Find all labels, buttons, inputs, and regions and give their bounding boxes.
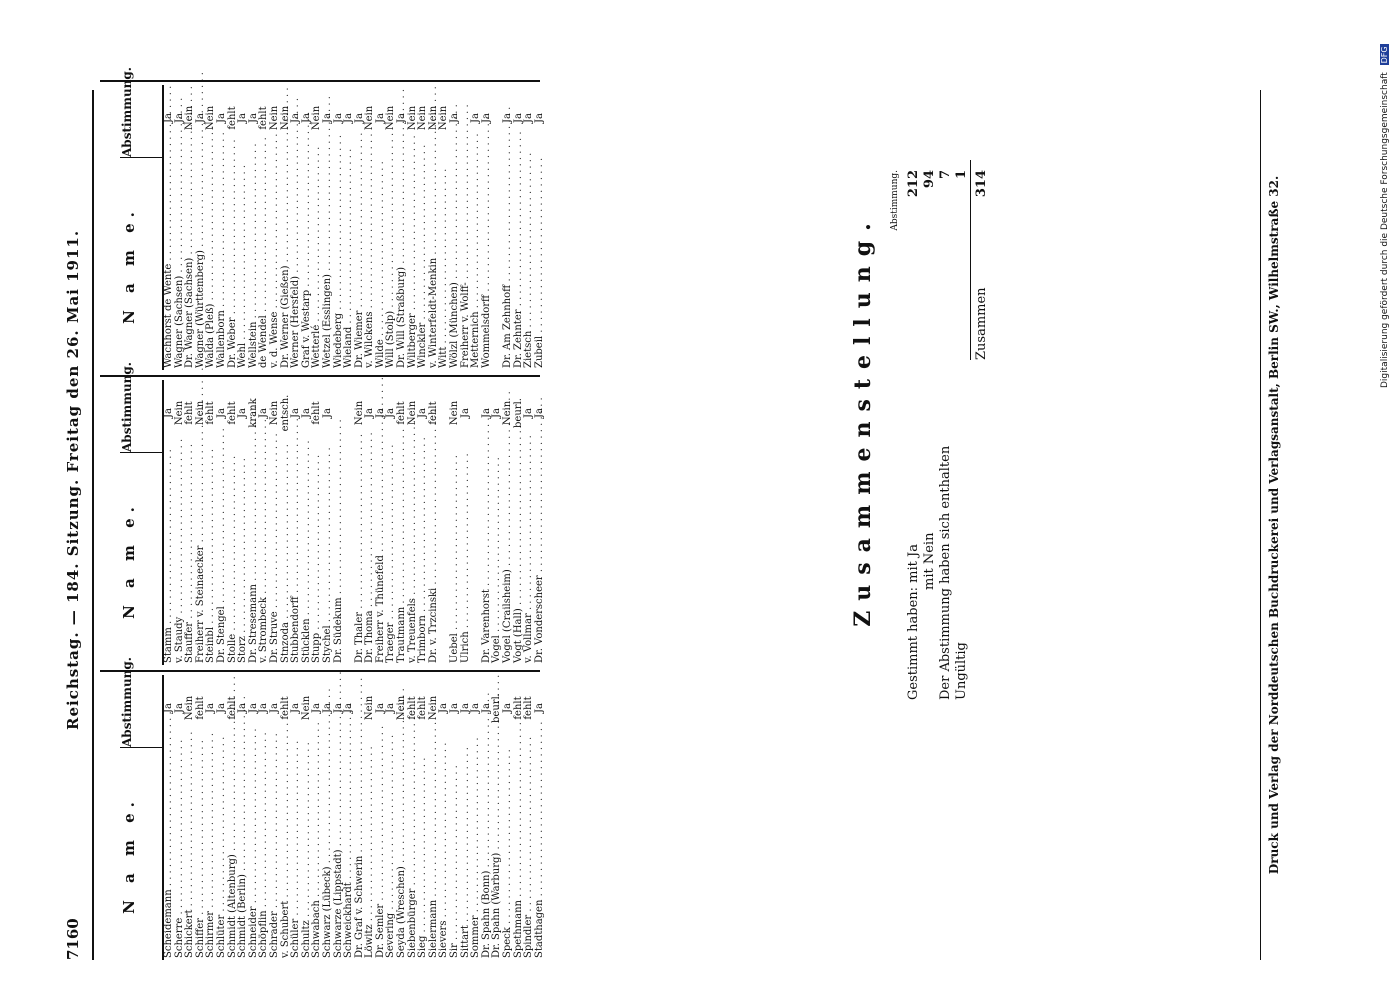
vote-value: Ja — [533, 703, 545, 713]
vote-value: Ja — [438, 703, 450, 713]
vote-header: Abstimmung. — [120, 84, 162, 158]
vote-value: Ja — [268, 703, 280, 713]
vote-value: Ja — [385, 408, 397, 418]
member-name: v. Treuenfels . . . — [408, 458, 419, 663]
member-name: Metternich . . . — [471, 163, 482, 368]
member-name: Werner (Hersfeld) . . . — [291, 163, 302, 368]
vote-value: entsch. — [279, 394, 291, 432]
member-name: Vogel . . . — [492, 458, 503, 663]
vote-value: beurl. — [512, 398, 524, 428]
member-name: Schirmer . . . — [206, 753, 217, 958]
member-name: v. Strombeck . . . — [259, 458, 270, 663]
member-name: Schneider . . . — [249, 753, 260, 958]
member-name: Schwarze (Lippstadt) . . . — [334, 753, 345, 958]
table-row — [217, 380, 228, 665]
summary-label: Der Abstimmung haben sich enthalten — [938, 445, 953, 700]
member-name: Schüler . . . — [291, 753, 302, 958]
vote-value: Nein — [173, 400, 185, 426]
summary-value: 7 — [938, 170, 953, 180]
member-name: Sir . . . — [450, 753, 461, 958]
table-row — [482, 85, 493, 370]
vote-value: Nein — [364, 105, 376, 131]
member-name: Dr. Spahn (Warburg) . . . — [492, 753, 503, 958]
member-name: Dr. Graf v. Schwerin . . . — [355, 753, 366, 958]
vote-value: Ja — [247, 703, 259, 713]
member-name: Dr. Zehnter . . . — [514, 163, 525, 368]
member-name: Will (Stolp) . . . — [386, 163, 397, 368]
member-name: v. Schubert . . . — [281, 753, 292, 958]
vote-value: Nein — [300, 695, 312, 721]
vote-value: Ja — [512, 113, 524, 123]
table-row — [503, 675, 514, 960]
vote-value: Ja — [523, 113, 535, 123]
table-row — [270, 380, 281, 665]
member-name: Trautmann . . . — [397, 458, 408, 663]
vote-header: Abstimmung. — [120, 674, 162, 748]
table-row — [334, 380, 345, 665]
vote-value: Ja — [353, 113, 365, 123]
member-name: Löwitz . . . — [365, 753, 376, 958]
vote-value: Nein — [268, 400, 280, 426]
summary-value: 94 — [922, 170, 937, 189]
vote-value: Ja — [417, 408, 429, 418]
vote-value: Ja — [290, 408, 302, 418]
column-header — [100, 362, 164, 665]
member-name: Freiherr v. Steinaecker . . . — [196, 458, 207, 663]
name-header: N a m e. — [120, 206, 138, 324]
member-name: Freiherr v. Wolff- . . . — [461, 163, 472, 368]
vote-value: Nein — [385, 105, 397, 131]
vote-value: Ja — [491, 408, 503, 418]
vote-value: Ja — [215, 703, 227, 713]
member-name: Dr. Wiemer . . . — [355, 163, 366, 368]
member-name: Wallenborn . . . — [217, 163, 228, 368]
member-name: Dr. Spahn (Bonn) . . . — [482, 753, 493, 958]
member-name: Stubbendorff . . . — [291, 458, 302, 663]
member-name: Dr. Weber . . . — [228, 163, 239, 368]
vote-value: Ja — [205, 703, 217, 713]
summary-value: 212 — [906, 170, 921, 198]
member-name: Wetzel (Esslingen) . . . — [323, 163, 334, 368]
member-name: Steinbl . . . — [206, 458, 217, 663]
running-title: Reichstag. — 184. Sitzung. Freitag den 26. Mai 1911. — [64, 229, 82, 730]
member-name: Sielermann . . . — [429, 753, 440, 958]
summary-label: Gestimmt haben: mit Ja — [906, 544, 921, 700]
member-name: Wellstein . . . — [249, 163, 260, 368]
table-row — [270, 675, 281, 960]
table-row — [503, 380, 514, 665]
member-name: Wagner (Sachsen) . . . — [175, 163, 186, 368]
member-name: Stadthagen . . . — [535, 753, 546, 958]
member-name: Stücklen . . . — [302, 458, 313, 663]
summary-row — [922, 140, 938, 700]
name-header: N a m e. — [120, 501, 138, 619]
vote-value: Ja — [311, 703, 323, 713]
vote-value: Ja — [163, 703, 174, 713]
member-name: Dr. Semler . . . — [376, 753, 387, 958]
member-name: Stauffer . . . — [185, 458, 196, 663]
rotated-sheet — [60, 0, 1300, 1000]
member-name: v. Wilckens . . . — [365, 163, 376, 368]
vote-value: fehlt — [226, 401, 238, 425]
member-name: Speck . . . — [503, 753, 514, 958]
member-name: Schwarz (Lübeck) . . . — [323, 753, 334, 958]
header-rule — [92, 90, 94, 960]
vote-value: Ja — [321, 408, 333, 418]
column-header — [100, 67, 164, 370]
member-name: Schrader . . . — [270, 753, 281, 958]
member-name: Scherre . . . — [175, 753, 186, 958]
member-name: Schwabach . . . — [312, 753, 323, 958]
vote-value: Ja — [480, 408, 492, 418]
table-row — [217, 85, 228, 370]
table-row — [429, 380, 440, 665]
member-name: Dr. Wagner (Sachsen) . . . — [185, 163, 196, 368]
vote-value: fehlt — [226, 696, 238, 720]
table-row — [217, 675, 228, 960]
member-name: Sommer . . . — [471, 753, 482, 958]
table-row — [323, 85, 334, 370]
vote-value: Nein — [268, 105, 280, 131]
vote-value: Nein — [184, 105, 196, 131]
member-name: Siebenbürger . . . — [408, 753, 419, 958]
vote-value: fehlt — [184, 401, 196, 425]
member-name: Wilde . . . — [376, 163, 387, 368]
member-name: Stnzoda . . . — [281, 458, 292, 663]
name-header: N a m e. — [120, 796, 138, 914]
vote-value: Nein — [427, 105, 439, 131]
member-name: Walda (Pleß) . . . — [206, 163, 217, 368]
vote-value: Nein — [406, 105, 418, 131]
member-name: Schmidt (Altenburg) . . . — [228, 753, 239, 958]
vote-value: Ja — [502, 703, 513, 713]
vote-column — [100, 362, 545, 665]
vote-value: Ja — [321, 113, 333, 123]
vote-value: Ja — [480, 703, 492, 713]
vote-value: Nein — [311, 105, 323, 131]
vote-value: fehlt — [406, 696, 418, 720]
dfg-note — [1368, 8, 1390, 388]
vote-value: Nein — [184, 695, 196, 721]
member-name: Dr. Werner (Gießen) . . . — [281, 163, 292, 368]
member-name: Wachhorst de Wente . . . — [164, 163, 175, 368]
summary-row — [906, 140, 922, 700]
vote-value: Ja — [459, 408, 471, 418]
member-name: Wagner (Württemberg) . . . — [196, 163, 207, 368]
member-name: Schultz . . . — [302, 753, 313, 958]
member-name: Sieg . . . — [418, 753, 429, 958]
table-row — [270, 85, 281, 370]
member-name: Severing . . . — [386, 753, 397, 958]
vote-value: Ja — [364, 408, 376, 418]
member-name: Dr. Vonderscheer . . . — [535, 458, 546, 663]
vote-value: fehlt — [512, 696, 524, 720]
vote-value: Ja — [215, 113, 227, 123]
member-name: Dr. Thaler . . . — [355, 458, 366, 663]
vote-value: Ja — [374, 703, 386, 713]
member-name: Wehl . . . — [238, 163, 249, 368]
member-name: Storz . . . — [238, 458, 249, 663]
member-name: Spethmann . . . — [514, 753, 525, 958]
vote-value: Ja — [258, 408, 270, 418]
vote-value: Ja — [237, 113, 249, 123]
member-name: Witt . . . — [439, 163, 450, 368]
summary-title: Zusammenstellung. — [850, 213, 876, 627]
vote-value: Ja — [459, 703, 471, 713]
summary-total-value: 314 — [974, 170, 989, 198]
summary-value: 1 — [954, 170, 969, 180]
dfg-note-text: Digitalisierung gefördert durch die Deutsche Forschungsgemeinschaft — [1380, 72, 1390, 388]
summary-label: mit Nein — [922, 532, 937, 590]
summary-row — [954, 140, 970, 700]
member-name: v. d. Wense . . . — [270, 163, 281, 368]
dfg-badge: DFG — [1380, 46, 1389, 64]
column-rule — [100, 375, 540, 377]
vote-value: Ja — [290, 703, 302, 713]
member-name: Trimborn . . . — [418, 458, 429, 663]
column-rule — [100, 670, 540, 672]
imprint-footer: Druck und Verlag der Norddeutschen Buchdruckerei und Verlagsanstalt, Berlin SW., Wilhelmstraße 32. — [1260, 90, 1281, 960]
vote-value: fehlt — [417, 696, 429, 720]
vote-value: Ja — [374, 408, 386, 418]
member-name: Wieland . . . — [344, 163, 355, 368]
member-name: Dr. Am Zehnhoff . . . — [503, 163, 514, 368]
vote-value: Nein — [449, 400, 461, 426]
vote-value: Ja — [237, 703, 249, 713]
member-name: Freiherr v. Thünefeld . . . — [376, 458, 387, 663]
vote-value: fehlt — [205, 401, 217, 425]
vote-value: Nein — [353, 400, 365, 426]
vote-value: Ja — [173, 113, 185, 123]
vote-value: Ja — [215, 408, 227, 418]
member-name: Schmidt (Berlin) . . . — [238, 753, 249, 958]
vote-value: Ja — [374, 113, 386, 123]
summary-row — [938, 140, 954, 700]
summary-label: Ungültig — [954, 642, 969, 700]
member-name: Vogel (Crailsheim) . . . — [503, 458, 514, 663]
vote-value: Ja — [290, 113, 302, 123]
column-rule — [100, 80, 540, 82]
member-name: Zietsch . . . — [524, 163, 535, 368]
member-name: Uebel . . . — [450, 458, 461, 663]
vote-value: fehlt — [258, 106, 270, 130]
table-row — [323, 380, 334, 665]
member-name: Stamm . . . — [164, 458, 175, 663]
member-name: Wommelsdorff . . . — [482, 163, 493, 368]
member-name: Sievers . . . — [439, 753, 450, 958]
vote-value: Ja — [523, 408, 535, 418]
member-name: Stychel . . . — [323, 458, 334, 663]
member-name: v. Staudy . . . — [175, 458, 186, 663]
vote-value: Nein — [205, 105, 217, 131]
member-name: Spindler . . . — [524, 753, 535, 958]
member-name: Scheidemann . . . — [164, 753, 175, 958]
vote-value: beurl. — [491, 693, 503, 723]
vote-value: Nein — [427, 695, 439, 721]
vote-value: Ja — [449, 703, 461, 713]
vote-value: Ja — [173, 703, 185, 713]
member-name: Sittart . . . — [461, 753, 472, 958]
vote-value: Nein — [279, 105, 291, 131]
vote-value: fehlt — [311, 401, 323, 425]
vote-value: Nein — [502, 400, 513, 426]
member-name: Schlüter . . . — [217, 753, 228, 958]
vote-value: Ja — [480, 113, 492, 123]
member-name: Dr. Will (Straßburg) . . . — [397, 163, 408, 368]
member-name: Schickert . . . — [185, 753, 196, 958]
vote-value: Ja — [470, 113, 482, 123]
vote-value: Ja — [470, 703, 482, 713]
vote-value: Nein — [364, 695, 376, 721]
member-name: Dr. Südekum . . . — [334, 458, 345, 663]
vote-value: Ja — [237, 408, 249, 418]
member-name: Wiltberger . . . — [408, 163, 419, 368]
vote-value: Ja — [321, 703, 333, 713]
vote-value: fehlt — [523, 696, 535, 720]
vote-value: Ja — [300, 408, 312, 418]
summary-column-header: Abstimmung. — [890, 170, 900, 231]
vote-value: krank — [247, 398, 259, 428]
member-name: Schöpflin . . . — [259, 753, 270, 958]
member-name: Wetterlé . . . — [312, 163, 323, 368]
vote-value: Ja — [247, 113, 259, 123]
table-row — [164, 85, 175, 370]
member-name: Stolle . . . — [228, 458, 239, 663]
vote-value: Nein — [417, 105, 429, 131]
member-name: Vogt (Hall) . . . — [514, 458, 525, 663]
vote-value: fehlt — [427, 401, 439, 425]
vote-value: Ja — [163, 113, 174, 123]
member-name: Zubeil . . . — [535, 163, 546, 368]
column-header — [100, 657, 164, 960]
vote-value: Ja — [449, 113, 461, 123]
vote-value: fehlt — [396, 401, 408, 425]
member-name: Dr. Stengel . . . — [217, 458, 228, 663]
vote-value: fehlt — [279, 696, 291, 720]
member-name: de Wendel . . . — [259, 163, 270, 368]
vote-value: Nein — [396, 695, 408, 721]
vote-value: Ja — [163, 408, 174, 418]
summary-block — [850, 140, 991, 700]
member-name: v. Winterfeldt-Menkin . . . — [429, 163, 440, 368]
member-name: v. Vollmar . . . — [524, 458, 535, 663]
member-name: Dr. v. Trzcinski . . . — [429, 458, 440, 663]
vote-value: Ja — [533, 113, 545, 123]
vote-value: Ja — [258, 703, 270, 713]
vote-value: Ja — [332, 113, 344, 123]
summary-total-label: Zusammen — [974, 287, 989, 360]
table-row — [535, 380, 546, 665]
member-name: Dr. Stresemann . . . — [249, 458, 260, 663]
table-row — [461, 380, 472, 665]
member-name: Graf v. Westarp . . . — [302, 163, 313, 368]
member-name: Dr. Thoma . . . — [365, 458, 376, 663]
vote-value: fehlt — [194, 696, 206, 720]
table-row — [535, 85, 546, 370]
vote-value: Nein — [406, 400, 418, 426]
table-row — [503, 85, 514, 370]
vote-column — [100, 67, 545, 370]
vote-column — [100, 657, 545, 960]
table-row — [164, 380, 175, 665]
vote-value: Ja — [343, 113, 355, 123]
vote-value: Ja — [194, 113, 206, 123]
table-row — [164, 675, 175, 960]
page-number: 7160 — [64, 918, 82, 960]
vote-value: Ja — [332, 703, 344, 713]
vote-value: Ja — [502, 113, 513, 123]
member-name: Wiedeberg . . . — [334, 163, 345, 368]
vote-value: Ja — [533, 408, 545, 418]
member-name: Traeger . . . — [386, 458, 397, 663]
table-row — [323, 675, 334, 960]
member-name: Wölzl (München) . . . — [450, 163, 461, 368]
vote-value: Ja — [343, 703, 355, 713]
vote-value: Ja — [396, 113, 408, 123]
member-name: Schweickhardt . . . — [344, 753, 355, 958]
vote-value: Ja — [385, 703, 397, 713]
vote-value: Nein — [438, 105, 450, 131]
member-name: Winckler . . . — [418, 163, 429, 368]
member-name: Dr. Struve . . . — [270, 458, 281, 663]
vote-header: Abstimmung. — [120, 379, 162, 453]
member-name: Schiffer . . . — [196, 753, 207, 958]
member-name: Dr. Varenhorst . . . — [482, 458, 493, 663]
member-name: Stupp . . . — [312, 458, 323, 663]
member-name: Ulrich . . . — [461, 458, 472, 663]
vote-value: Nein — [194, 400, 206, 426]
table-row — [535, 675, 546, 960]
vote-value: Ja — [300, 113, 312, 123]
running-header — [60, 80, 90, 960]
member-name: Seyda (Wreschen) . . . — [397, 753, 408, 958]
vote-value: fehlt — [226, 106, 238, 130]
